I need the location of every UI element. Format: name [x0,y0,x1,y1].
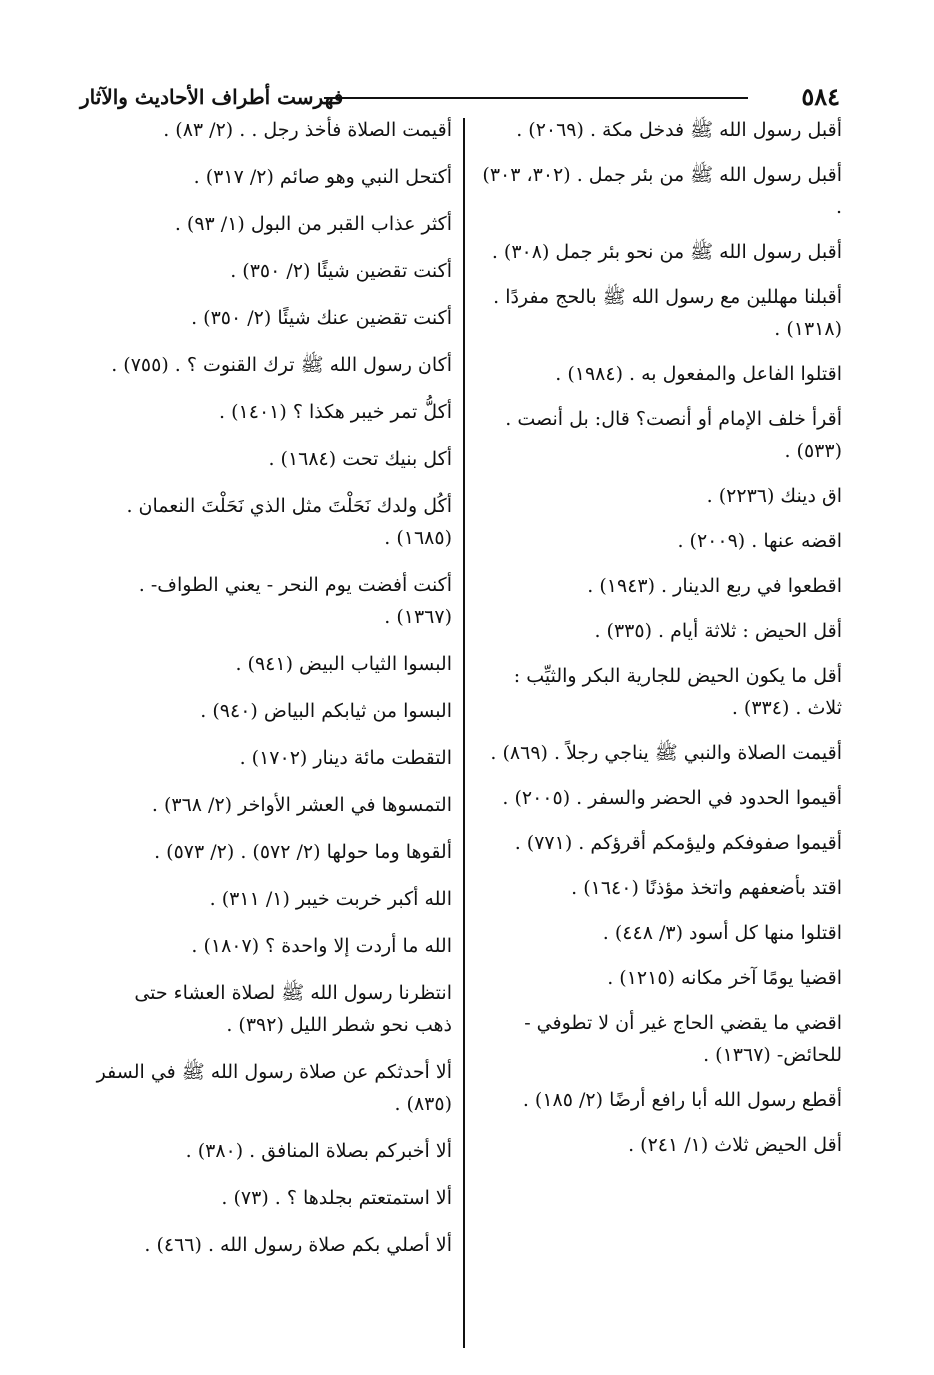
index-entry: ألا استمتعتم بجلدها ؟ . (٧٣) . [221,1187,452,1209]
index-entry: أقل الحيض : ثلاثة أيام . (٣٣٥) . [594,620,842,642]
left-column [96,114,452,1276]
index-entry: اقطعوا في ربع الدينار . (١٩٤٣) . [587,575,842,597]
right-column [480,114,842,1174]
index-entry: أكلُّ تمر خيبر هكذا ؟ (١٤٠١) . [219,401,452,423]
page-number: ٥٨٤ [801,82,840,111]
index-entry: أقيمت الصلاة والنبي ﷺ يناجي رجلاً . (٨٦٩) . [490,742,842,764]
index-entry: أكثر عذاب القبر من البول (١/ ٩٣) . [174,213,452,235]
index-entry: أكتحل النبي وهو صائم (٢/ ٣١٧) . [193,166,452,188]
index-entry: ألا أخبركم بصلاة المنافق . (٣٨٠) . [185,1140,452,1162]
index-entry: ألا أحدثكم عن صلاة رسول الله ﷺ في السفر (٨٣٥) . [96,1061,452,1115]
index-entry: أقطع رسول الله أبا رافع أرضًا (٢/ ١٨٥) . [522,1089,842,1111]
page-header [80,82,840,114]
index-entry: التمسوها في العشر الأواخر (٢/ ٣٦٨) . [151,794,452,816]
index-entry: التقطت مائة دينار (١٧٠٢) . [239,747,452,769]
index-entry: ألقوها وما حولها (٢/ ٥٧٢) . (٢/ ٥٧٣) . [154,841,452,863]
index-entry: أكنت أفضت يوم النحر - يعني الطواف- . (١٣٦٧) . [138,574,452,628]
index-entry: الله ما أردت إلا واحدة ؟ (١٨٠٧) . [191,935,452,957]
index-entry: البسوا الثياب البيض (٩٤١) . [235,653,452,675]
index-entry: اقتد بأضعفهم واتخذ مؤذنًا (١٦٤٠) . [571,877,842,899]
index-entry: اقضيا يومًا آخر مكانه (١٢١٥) . [607,967,842,989]
running-title: فهرست أطراف الأحاديث والآثار [80,85,344,109]
index-entry: أقيمت الصلاة فأخذ رجل . . (٢/ ٨٣) . [163,119,452,141]
index-entry: أكنت تقضين شيئًا (٢/ ٣٥٠) . [230,260,452,282]
column-divider [463,118,465,1348]
index-entry: أكل بنيك تحت (١٦٨٤) . [268,448,452,470]
index-entry: أكُل ولدك نَحَلْتَ مثل الذي نَحَلْتَ النعمان . (١٦٨٥) . [126,495,452,549]
index-entry: اقتلوا منها كل أسود (٣/ ٤٤٨) . [602,922,842,944]
index-entry: أقبل رسول الله ﷺ من بئر جمل . (٣٠٢، ٣٠٣) . [482,164,842,218]
index-entry: أقيموا صفوفكم وليؤمكم أقرؤكم . (٧٧١) . [514,832,842,854]
header-rule [324,97,748,99]
index-entry: أقل ما يكون الحيض للجارية البكر والثيِّب : ثلاث . (٣٣٤) . [513,665,842,719]
index-entry: اقضه عنها . (٢٠٠٩) . [677,530,842,552]
index-entry: أقيموا الحدود في الحضر والسفر . (٢٠٠٥) . [502,787,842,809]
index-entry: اق دينك (٢٢٣٦) . [706,485,842,507]
index-entry: ألا أصلي بكم صلاة رسول الله . (٤٦٦) . [144,1234,452,1256]
index-entry: أقل الحيض ثلاث (١/ ٢٤١) . [628,1134,842,1156]
index-entry: أقبل رسول الله ﷺ فدخل مكة . (٢٠٦٩) . [516,119,842,141]
index-entry: الله أكبر خربت خيبر (١/ ٣١١) . [209,888,452,910]
index-entry: أقبل رسول الله ﷺ من نحو بئر جمل (٣٠٨) . [491,241,842,263]
index-entry: أكان رسول الله ﷺ ترك القنوت ؟ . (٧٥٥) . [111,354,452,376]
index-entry: أقرأ خلف الإمام أو أنصت؟ قال: بل أنصت . (٥٣٣) . [505,408,842,462]
index-entry: اقتلوا الفاعل والمفعول به . (١٩٨٤) . [555,363,842,385]
index-entry: البسوا من ثيابكم البياض (٩٤٠) . [200,700,452,722]
index-entry: انتظرنا رسول الله ﷺ لصلاة العشاء حتى ذهب نحو شطر الليل (٣٩٢) . [134,982,452,1036]
index-entry: أكنت تقضين عنك شيئًا (٢/ ٣٥٠) . [191,307,452,329]
index-entry: أقبلنا مهللين مع رسول الله ﷺ بالحج مفردًا . (١٣١٨) . [493,286,842,340]
index-entry: اقضي ما يقضي الحاج غير أن لا تطوفي - للحائض- (١٣٦٧) . [524,1012,842,1066]
